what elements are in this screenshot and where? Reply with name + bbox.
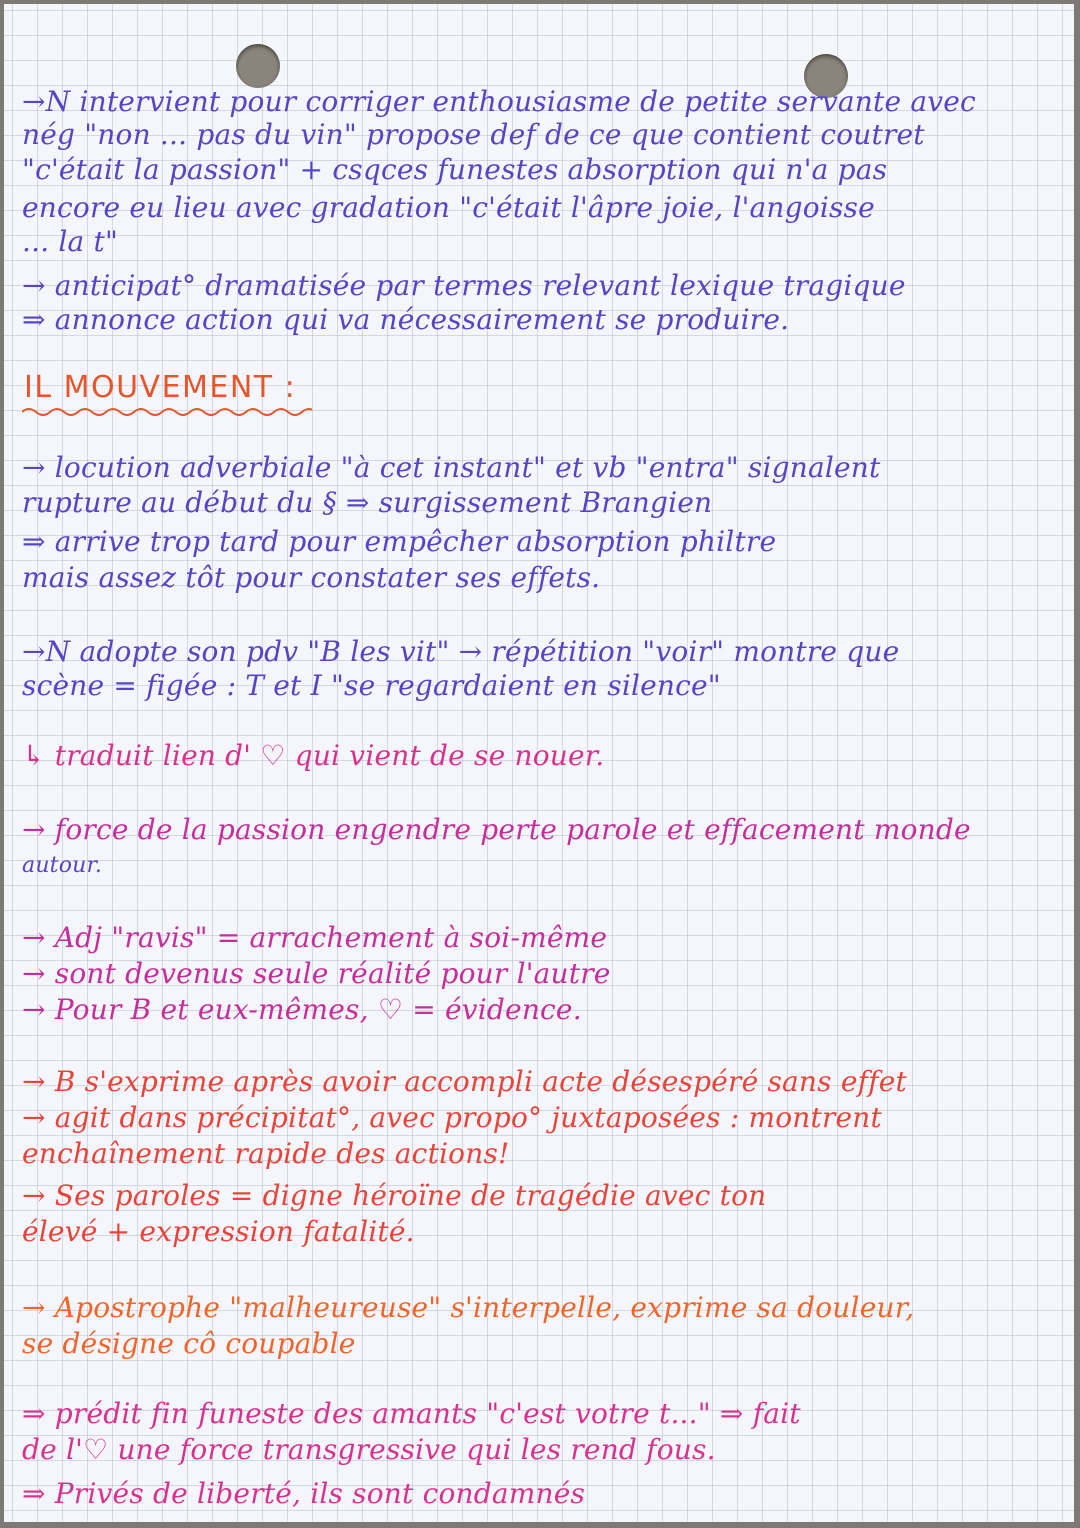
note-line: "c'était la passion" + csqces funestes absorption qui n'a pas xyxy=(22,153,888,186)
note-line: ⇒ prédit fin funeste des amants "c'est votre t..." ⇒ fait xyxy=(22,1397,801,1430)
note-line: nég "non ... pas du vin" propose def de ce que contient coutret xyxy=(22,118,925,151)
note-line: ⇒ arrive trop tard pour empêcher absorption philtre xyxy=(22,525,777,558)
note-line: autour. xyxy=(22,853,103,878)
note-line: → force de la passion engendre perte parole et effacement monde xyxy=(22,813,971,846)
note-line: ... la t" xyxy=(22,225,119,258)
note-line: →N adopte son pdv "B les vit" → répétition "voir" montre que xyxy=(22,635,900,668)
note-line: se désigne cô coupable xyxy=(22,1327,356,1360)
note-line: → sont devenus seule réalité pour l'autre xyxy=(22,957,611,990)
note-line: de l'♡ une force transgressive qui les rend fous. xyxy=(22,1433,716,1466)
note-line: → Ses paroles = digne héroïne de tragédie avec ton xyxy=(22,1179,767,1212)
note-line: →N intervient pour corriger enthousiasme de petite servante avec xyxy=(22,85,976,118)
note-line: → B s'exprime après avoir accompli acte désespéré sans effet xyxy=(22,1065,907,1098)
section-heading: IL MOUVEMENT : xyxy=(24,370,297,405)
note-line: → locution adverbiale "à cet instant" et vb "entra" signalent xyxy=(22,451,881,484)
note-line: encore eu lieu avec gradation "c'était l'âpre joie, l'angoisse xyxy=(22,191,875,224)
note-line: scène = figée : T et I "se regardaient en silence" xyxy=(22,669,721,702)
note-line: ⇒ annonce action qui va nécessairement se produire. xyxy=(22,303,790,336)
note-line: → anticipat° dramatisée par termes relevant lexique tragique xyxy=(22,269,906,302)
note-line: ↳ traduit lien d' ♡ qui vient de se nouer. xyxy=(22,739,605,772)
note-line: → Adj "ravis" = arrachement à soi-même xyxy=(22,921,608,954)
note-line: → Apostrophe "malheureuse" s'interpelle, exprime sa douleur, xyxy=(22,1291,915,1324)
note-line: enchaînement rapide des actions! xyxy=(22,1137,510,1170)
note-line: ⇒ Privés de liberté, ils sont condamnés xyxy=(22,1477,586,1510)
note-line: → agit dans précipitat°, avec propo° juxtaposées : montrent xyxy=(22,1101,882,1134)
heading-underline xyxy=(22,406,312,418)
punch-hole-left xyxy=(236,44,280,88)
note-line: → Pour B et eux-mêmes, ♡ = évidence. xyxy=(22,993,582,1026)
note-line: mais assez tôt pour constater ses effets. xyxy=(22,561,601,594)
note-line: élevé + expression fatalité. xyxy=(22,1215,415,1248)
note-line: rupture au début du § ⇒ surgissement Brangien xyxy=(22,486,713,519)
notebook-page xyxy=(4,4,1074,1522)
